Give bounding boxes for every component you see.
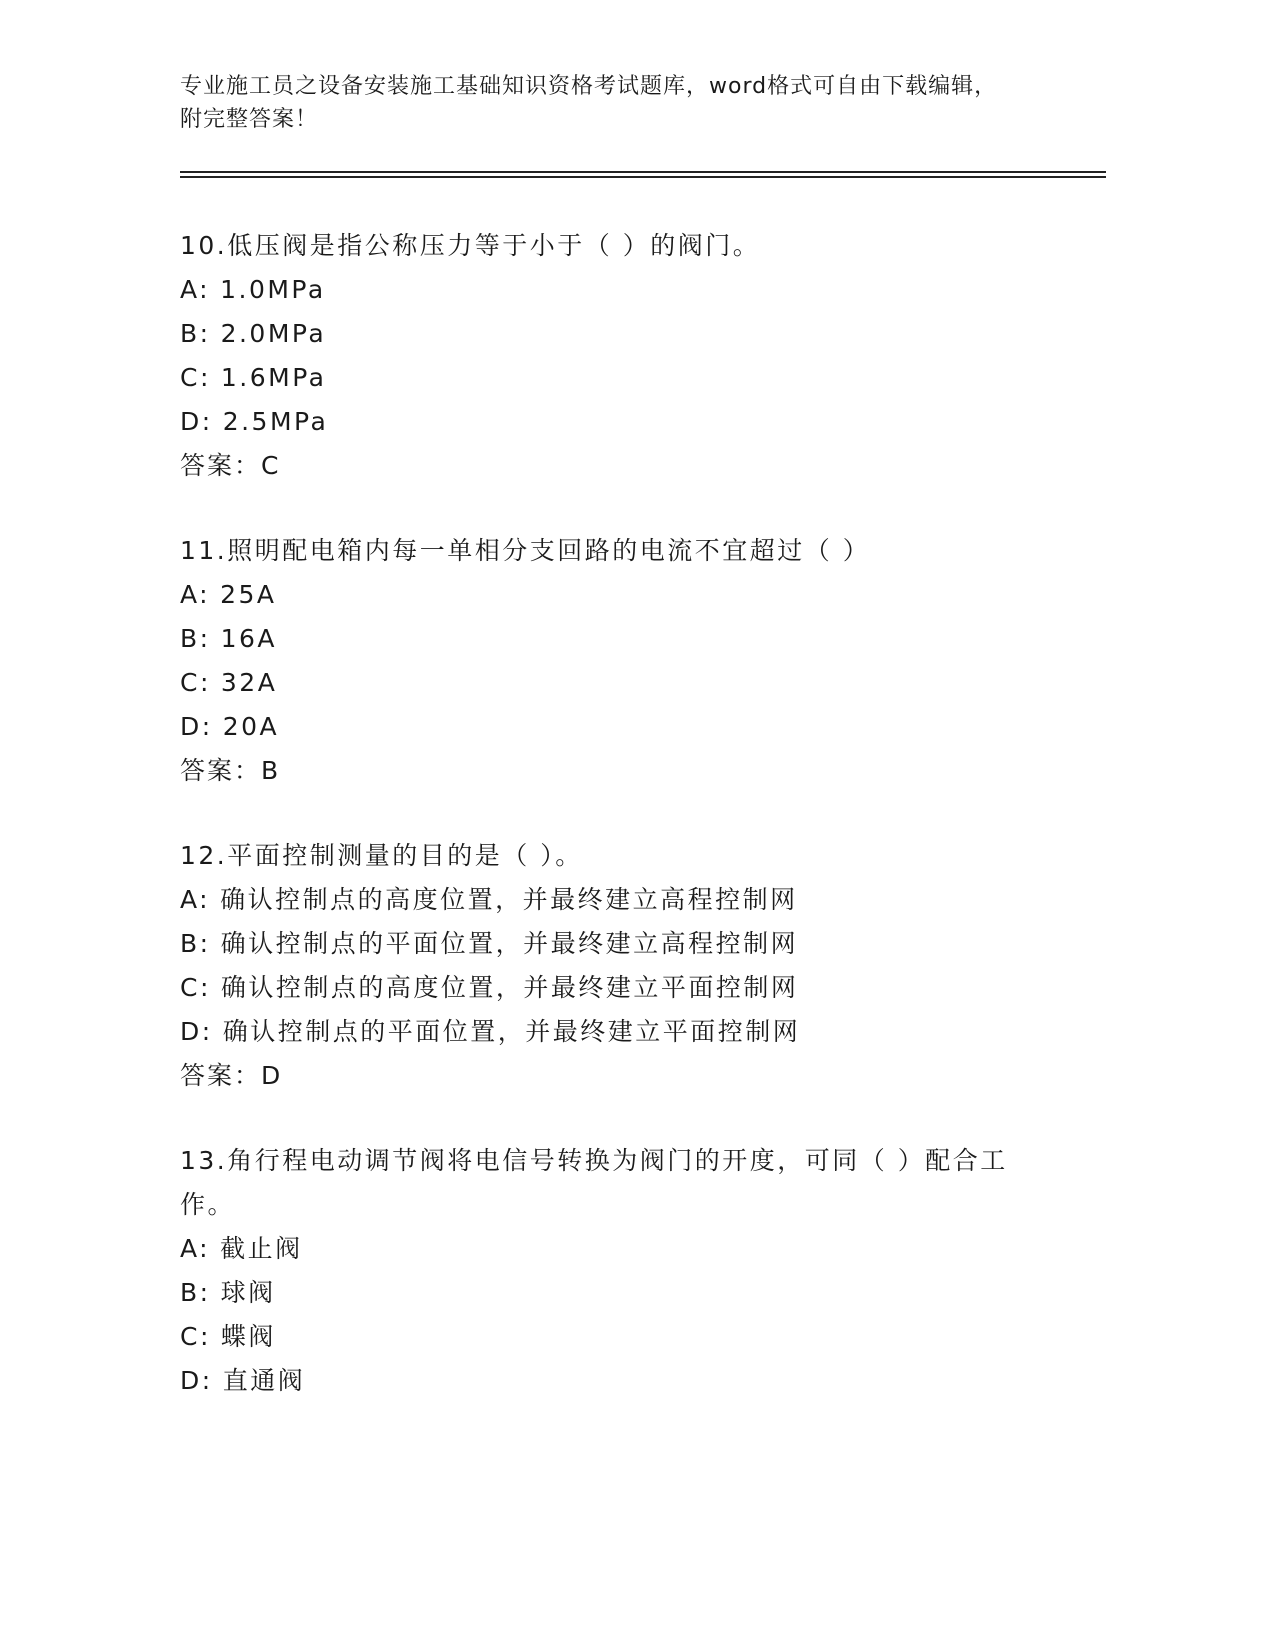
answer-line: 答案：D (180, 1061, 283, 1090)
option-text: 确认控制点的平面位置，并最终建立高程控制网 (220, 929, 799, 958)
question-12 (180, 834, 1080, 1098)
option-text: 1.6MPa (220, 363, 327, 392)
option-d (180, 1359, 1080, 1403)
option-label: D: (180, 1017, 213, 1046)
option-b (180, 922, 1080, 966)
option-text: 32A (220, 668, 278, 697)
option-text: 确认控制点的高度位置，并最终建立平面控制网 (220, 973, 799, 1002)
option-text: 2.0MPa (220, 319, 327, 348)
option-label: A: (180, 885, 211, 914)
option-text: 16A (220, 624, 277, 653)
header-line-1: 专业施工员之设备安装施工基础知识资格考试题库，word格式可自由下载编辑， (180, 74, 998, 99)
option-a (180, 268, 1080, 312)
option-label: C: (180, 363, 211, 392)
option-d (180, 705, 1080, 749)
document-header (180, 70, 1100, 136)
option-label: A: (180, 580, 211, 609)
option-label: A: (180, 275, 211, 304)
question-stem: 12.平面控制测量的目的是（ ）。 (180, 841, 583, 870)
option-c (180, 356, 1080, 400)
option-text: 蝶阀 (220, 1322, 276, 1351)
option-label: A: (180, 1234, 211, 1263)
header-divider-top (180, 171, 1106, 173)
option-b (180, 617, 1080, 661)
option-label: D: (180, 407, 213, 436)
option-label: D: (180, 1366, 213, 1395)
option-label: B: (180, 1278, 211, 1307)
option-d (180, 1010, 1080, 1054)
header-line-2: 附完整答案！ (180, 107, 319, 132)
option-c (180, 661, 1080, 705)
answer-line: 答案：B (180, 756, 281, 785)
option-label: B: (180, 624, 211, 653)
option-d (180, 400, 1080, 444)
option-a (180, 1227, 1080, 1271)
question-stem: 10.低压阀是指公称压力等于小于（ ）的阀门。 (180, 231, 761, 260)
option-b (180, 1271, 1080, 1315)
option-text: 2.5MPa (222, 407, 329, 436)
option-label: C: (180, 1322, 211, 1351)
header-divider-bottom (180, 176, 1106, 178)
option-text: 1.0MPa (220, 275, 326, 304)
answer-line: 答案：C (180, 451, 281, 480)
option-c (180, 966, 1080, 1010)
option-label: D: (180, 712, 213, 741)
option-text: 确认控制点的高度位置，并最终建立高程控制网 (220, 885, 798, 914)
option-text: 直通阀 (222, 1366, 306, 1395)
question-11 (180, 529, 1080, 793)
option-a (180, 573, 1080, 617)
option-text: 截止阀 (220, 1234, 303, 1263)
option-a (180, 878, 1080, 922)
option-text: 球阀 (220, 1278, 276, 1307)
question-10 (180, 224, 1080, 488)
question-13 (180, 1139, 1080, 1403)
option-label: B: (180, 319, 211, 348)
option-b (180, 312, 1080, 356)
option-label: C: (180, 668, 211, 697)
question-stem: 13.角行程电动调节阀将电信号转换为阀门的开度，可同（ ）配合工作。 (180, 1146, 1008, 1219)
option-label: C: (180, 973, 211, 1002)
option-c (180, 1315, 1080, 1359)
option-text: 确认控制点的平面位置，并最终建立平面控制网 (222, 1017, 801, 1046)
option-text: 20A (222, 712, 280, 741)
option-label: B: (180, 929, 211, 958)
question-stem: 11.照明配电箱内每一单相分支回路的电流不宜超过（ ） (180, 536, 871, 565)
option-text: 25A (220, 580, 277, 609)
